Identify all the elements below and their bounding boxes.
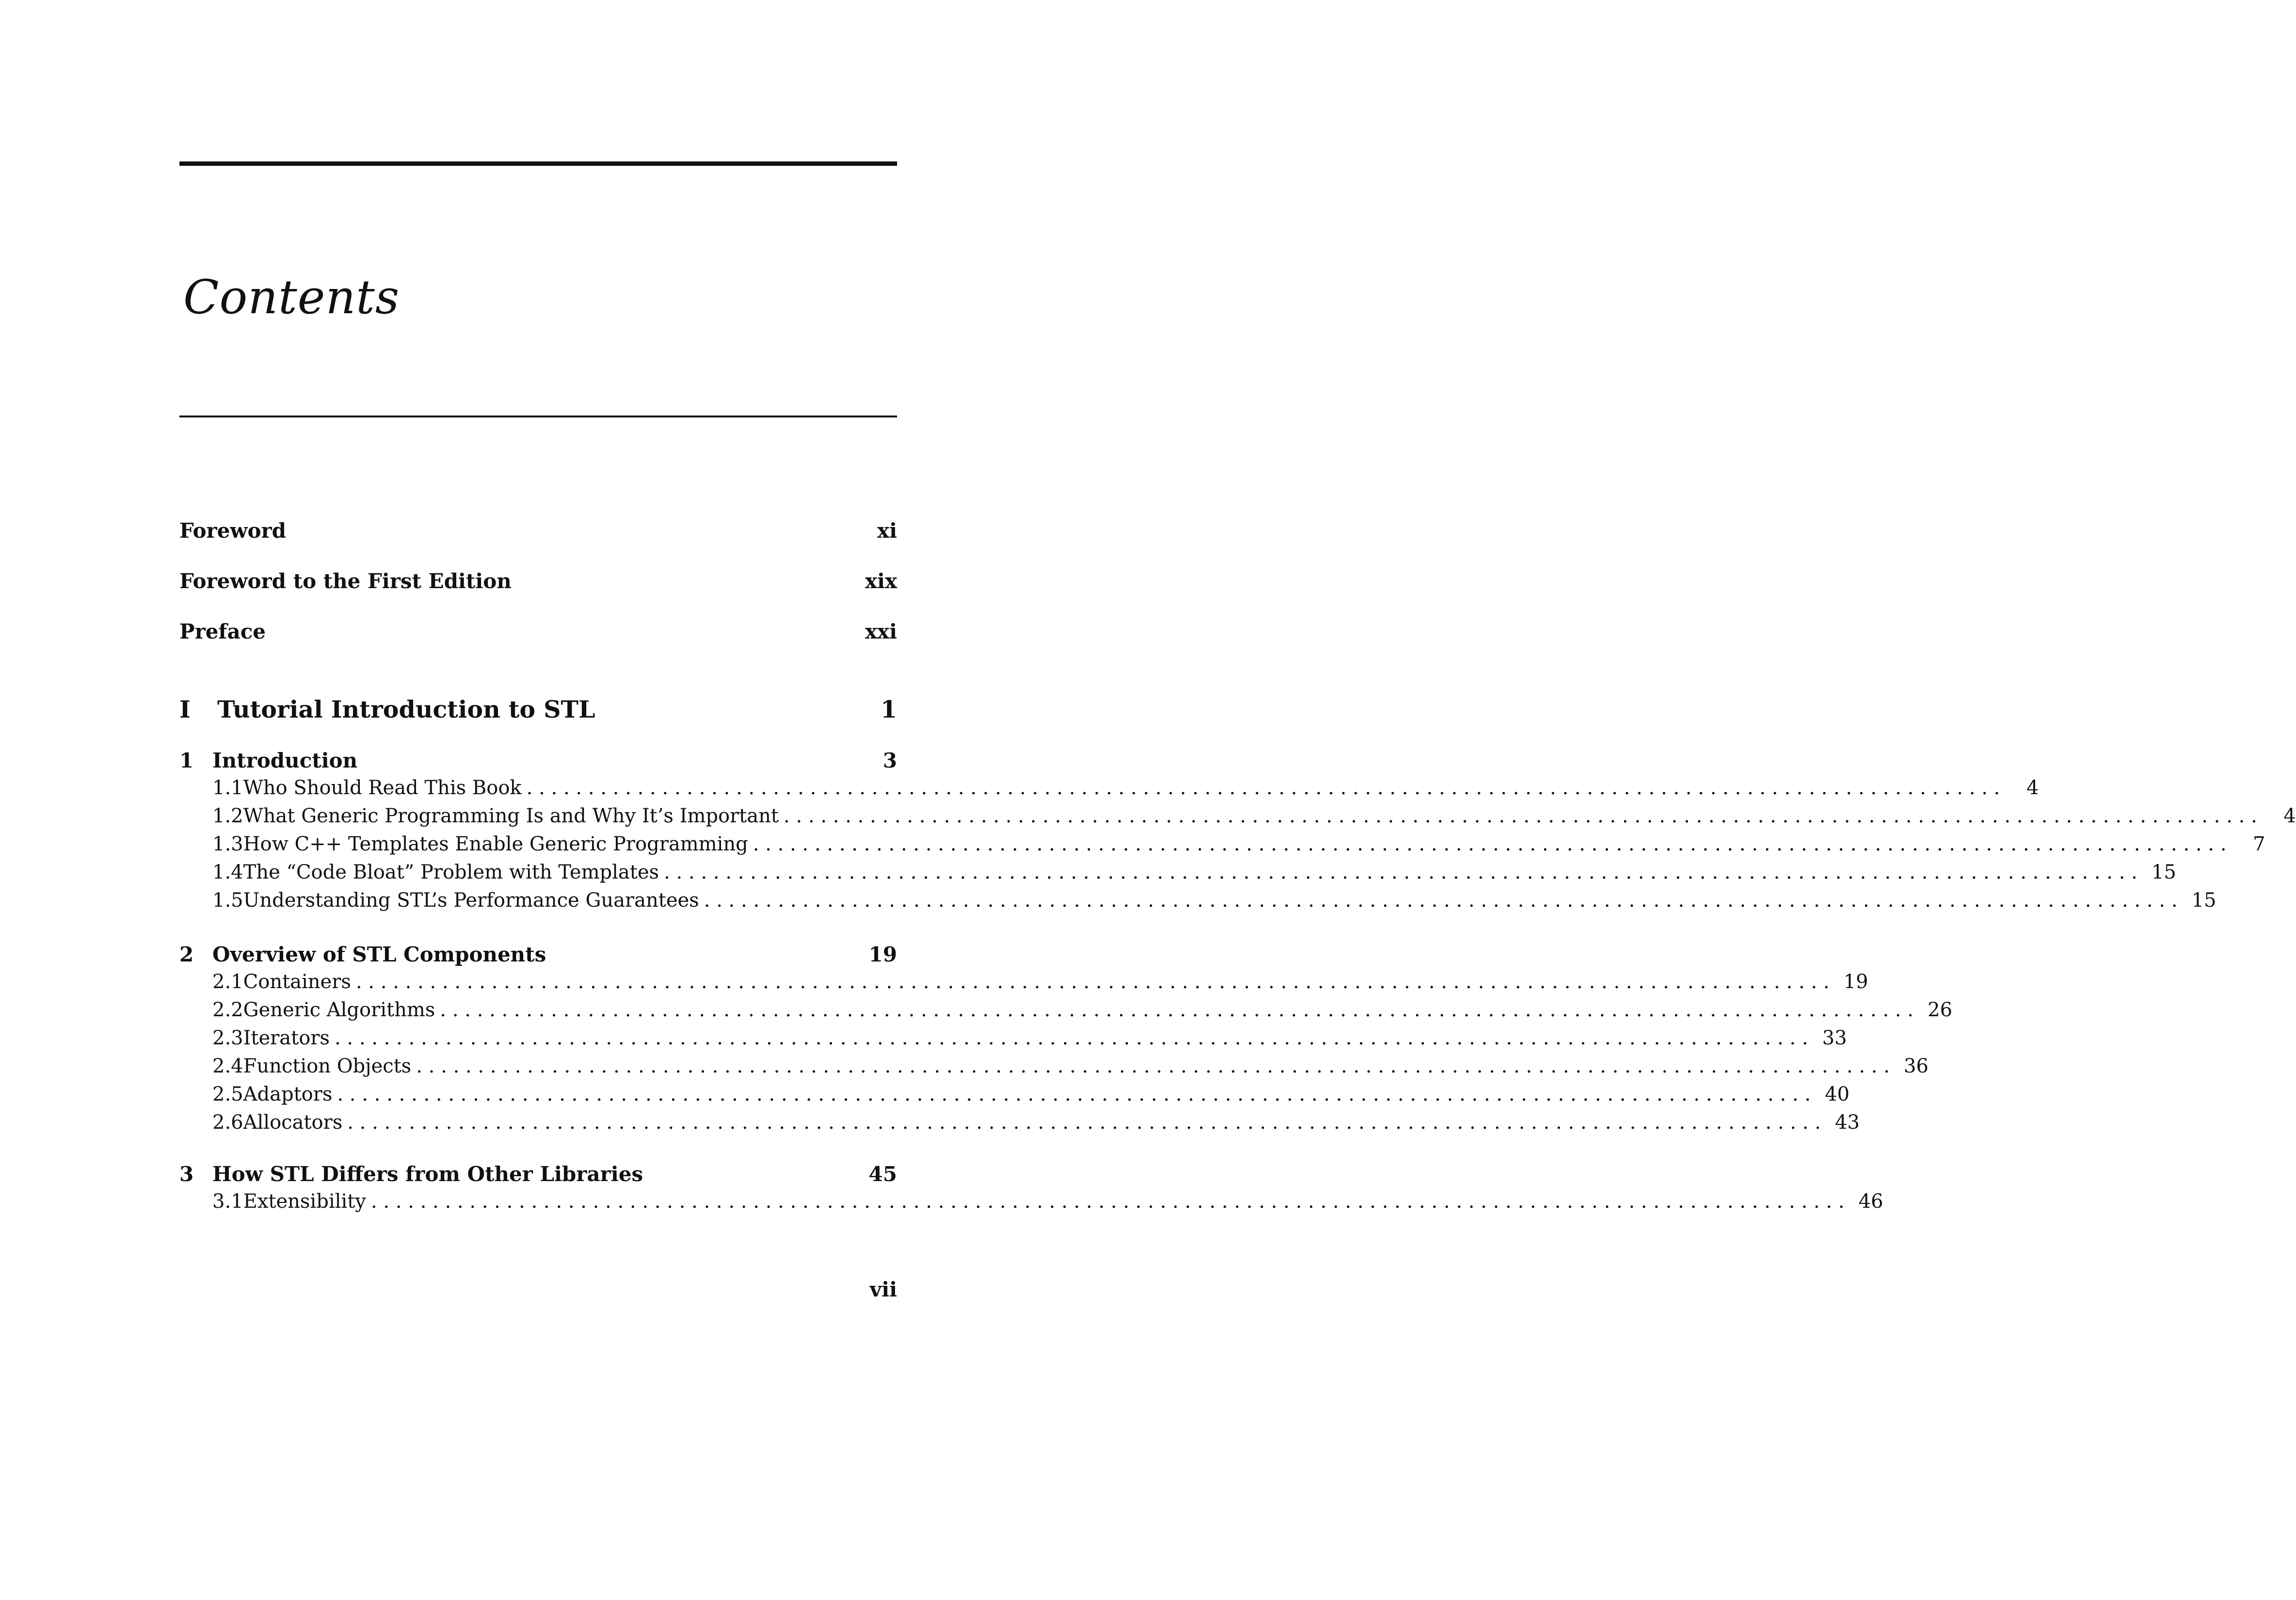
- entry-title: Foreword: [179, 519, 287, 543]
- toc-section-entry: [179, 1055, 1929, 1077]
- section-number: 2.1: [212, 971, 243, 993]
- dot-leader: . . . . . . . . . . . . . . . . . . . . . . . . . . . . . . . . . . . . . . . . . . . . . . . . . . . . . . . . . . . . . . . . . . . . . . . . . . . . . . . . . . . . . . . . . . . . . . . . . . . . . . . . . . . . . . . . . . . . . . . .: [370, 1190, 1845, 1213]
- section-title: How C++ Templates Enable Generic Programming: [243, 833, 748, 855]
- section-page: 7: [2253, 833, 2265, 855]
- entry-page: xix: [865, 569, 897, 593]
- toc-chapter-entry: [179, 749, 897, 772]
- top-rule: [179, 161, 897, 166]
- chapter-title: Overview of STL Components: [212, 943, 546, 966]
- toc-chapter-entry: [179, 943, 897, 966]
- section-page: 46: [1858, 1190, 1883, 1213]
- toc-section-entry: [179, 971, 1868, 993]
- chapter-number: 2: [179, 943, 194, 966]
- section-number: 2.6: [212, 1111, 243, 1134]
- toc-section-entry: [179, 1083, 1850, 1105]
- section-title: Containers: [243, 971, 351, 993]
- dot-leader: . . . . . . . . . . . . . . . . . . . . . . . . . . . . . . . . . . . . . . . . . . . . . . . . . . . . . . . . . . . . . . . . . . . . . . . . . . . . . . . . . . . . . . . . . . . . . . . . . . . . . . . . . . . . . . . . . . . . . . . .: [337, 1083, 1811, 1105]
- toc-section-entry: [179, 1111, 1860, 1134]
- section-number: 3.1: [212, 1190, 243, 1213]
- section-title: Generic Algorithms: [243, 999, 435, 1021]
- section-page: 36: [1904, 1055, 1929, 1077]
- section-number: 1.1: [212, 777, 243, 799]
- section-title: Allocators: [243, 1111, 343, 1134]
- toc-section-entry: [179, 999, 1953, 1021]
- toc-front-entry: [179, 620, 897, 643]
- page-title: Contents: [183, 270, 400, 324]
- chapter-page: 19: [868, 943, 897, 966]
- section-number: 2.5: [212, 1083, 243, 1105]
- section-number: 2.2: [212, 999, 243, 1021]
- section-page: 15: [2191, 889, 2216, 912]
- dot-leader: . . . . . . . . . . . . . . . . . . . . . . . . . . . . . . . . . . . . . . . . . . . . . . . . . . . . . . . . . . . . . . . . . . . . . . . . . . . . . . . . . . . . . . . . . . . . . . . . . . . . . . . . . . . . . . . . . . . . . . . .: [704, 889, 2178, 912]
- chapter-page: 45: [868, 1162, 897, 1186]
- section-page: 40: [1825, 1083, 1850, 1105]
- toc-section-entry: [179, 889, 2216, 912]
- section-page: 26: [1927, 999, 1953, 1021]
- toc-front-entry: [179, 569, 897, 593]
- dot-leader: . . . . . . . . . . . . . . . . . . . . . . . . . . . . . . . . . . . . . . . . . . . . . . . . . . . . . . . . . . . . . . . . . . . . . . . . . . . . . . . . . . . . . . . . . . . . . . . . . . . . . . . . . . . . . . . . . . . . . . . .: [783, 805, 2257, 827]
- section-number: 1.5: [212, 889, 243, 912]
- toc-section-entry: [179, 1027, 1847, 1049]
- toc-section-entry: [179, 805, 2296, 827]
- section-page: 33: [1822, 1027, 1847, 1049]
- toc-section-entry: [179, 1190, 1883, 1213]
- dot-leader: . . . . . . . . . . . . . . . . . . . . . . . . . . . . . . . . . . . . . . . . . . . . . . . . . . . . . . . . . . . . . . . . . . . . . . . . . . . . . . . . . . . . . . . . . . . . . . . . . . . . . . . . . . . . . . . . . . . . . . . .: [664, 861, 2137, 883]
- section-page: 15: [2151, 861, 2176, 883]
- chapter-number: 3: [179, 1162, 194, 1186]
- toc-section-entry: [179, 833, 2265, 855]
- part-number: I: [179, 695, 191, 723]
- section-number: 2.3: [212, 1027, 243, 1049]
- section-title: What Generic Programming Is and Why It’s Important: [243, 805, 779, 827]
- section-title: Extensibility: [243, 1190, 366, 1213]
- section-title: The “Code Bloat” Problem with Templates: [243, 861, 659, 883]
- dot-leader: . . . . . . . . . . . . . . . . . . . . . . . . . . . . . . . . . . . . . . . . . . . . . . . . . . . . . . . . . . . . . . . . . . . . . . . . . . . . . . . . . . . . . . . . . . . . . . . . . . . . . . . . . . . . . . . . . . . . . . . .: [416, 1055, 1890, 1077]
- dot-leader: . . . . . . . . . . . . . . . . . . . . . . . . . . . . . . . . . . . . . . . . . . . . . . . . . . . . . . . . . . . . . . . . . . . . . . . . . . . . . . . . . . . . . . . . . . . . . . . . . . . . . . . . . . . . . . . . . . . . . . . .: [355, 971, 1830, 993]
- dot-leader: . . . . . . . . . . . . . . . . . . . . . . . . . . . . . . . . . . . . . . . . . . . . . . . . . . . . . . . . . . . . . . . . . . . . . . . . . . . . . . . . . . . . . . . . . . . . . . . . . . . . . . . . . . . . . . . . . . . . . . . .: [526, 777, 2000, 799]
- section-title: Function Objects: [243, 1055, 412, 1077]
- dot-leader: . . . . . . . . . . . . . . . . . . . . . . . . . . . . . . . . . . . . . . . . . . . . . . . . . . . . . . . . . . . . . . . . . . . . . . . . . . . . . . . . . . . . . . . . . . . . . . . . . . . . . . . . . . . . . . . . . . . . . . . .: [347, 1111, 1821, 1134]
- entry-page: xxi: [865, 620, 897, 643]
- chapter-title: How STL Differs from Other Libraries: [212, 1162, 643, 1186]
- section-page: 43: [1835, 1111, 1860, 1134]
- dot-leader: . . . . . . . . . . . . . . . . . . . . . . . . . . . . . . . . . . . . . . . . . . . . . . . . . . . . . . . . . . . . . . . . . . . . . . . . . . . . . . . . . . . . . . . . . . . . . . . . . . . . . . . . . . . . . . . . . . . . . . . .: [334, 1027, 1808, 1049]
- toc-front-entry: [179, 519, 897, 543]
- entry-page: xi: [877, 519, 897, 543]
- part-page: 1: [880, 695, 897, 723]
- toc-section-entry: [179, 861, 2176, 883]
- part-title: Tutorial Introduction to STL: [217, 695, 595, 723]
- dot-leader: . . . . . . . . . . . . . . . . . . . . . . . . . . . . . . . . . . . . . . . . . . . . . . . . . . . . . . . . . . . . . . . . . . . . . . . . . . . . . . . . . . . . . . . . . . . . . . . . . . . . . . . . . . . . . . . . . . . . . . . .: [753, 833, 2227, 855]
- section-page: 4: [2026, 777, 2039, 799]
- toc-section-entry: [179, 777, 2039, 799]
- section-title: Understanding STL’s Performance Guarantees: [243, 889, 699, 912]
- entry-title: Preface: [179, 620, 266, 643]
- chapter-title: Introduction: [212, 749, 358, 772]
- toc-chapter-entry: [179, 1162, 897, 1186]
- title-rule: [179, 416, 897, 417]
- chapter-page: 3: [883, 749, 897, 772]
- section-number: 1.4: [212, 861, 243, 883]
- section-page: 19: [1843, 971, 1868, 993]
- section-title: Iterators: [243, 1027, 330, 1049]
- section-number: 1.3: [212, 833, 243, 855]
- page-number: vii: [869, 1278, 897, 1301]
- chapter-number: 1: [179, 749, 194, 772]
- entry-title: Foreword to the First Edition: [179, 569, 512, 593]
- section-title: Adaptors: [243, 1083, 333, 1105]
- section-number: 2.4: [212, 1055, 243, 1077]
- toc-part-entry: [179, 695, 897, 723]
- section-title: Who Should Read This Book: [243, 777, 522, 799]
- section-page: 4: [2283, 805, 2296, 827]
- dot-leader: . . . . . . . . . . . . . . . . . . . . . . . . . . . . . . . . . . . . . . . . . . . . . . . . . . . . . . . . . . . . . . . . . . . . . . . . . . . . . . . . . . . . . . . . . . . . . . . . . . . . . . . . . . . . . . . . . . . . . . . .: [440, 999, 1914, 1021]
- section-number: 1.2: [212, 805, 243, 827]
